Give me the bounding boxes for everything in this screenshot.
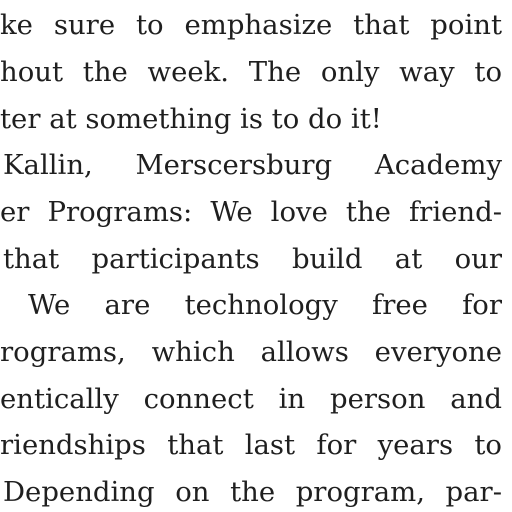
text-line: riendships that last for years to [0,429,502,461]
text-line: Kallin, Merscersburg Academy [3,149,502,181]
text-line: er Programs: We love the friend- [0,196,502,228]
text-line: that participants build at our [3,243,502,275]
text-line: entically connect in person and [0,383,502,415]
text-line: ter at something is to do it! [0,103,382,135]
text-line: rograms, which allows everyone [0,336,502,368]
text-line: We are technology free for [28,289,502,321]
text-line: ke sure to emphasize that point [0,9,502,41]
text-line: hout the week. The only way to [0,56,502,88]
text-line: Depending on the program, par- [3,476,502,508]
